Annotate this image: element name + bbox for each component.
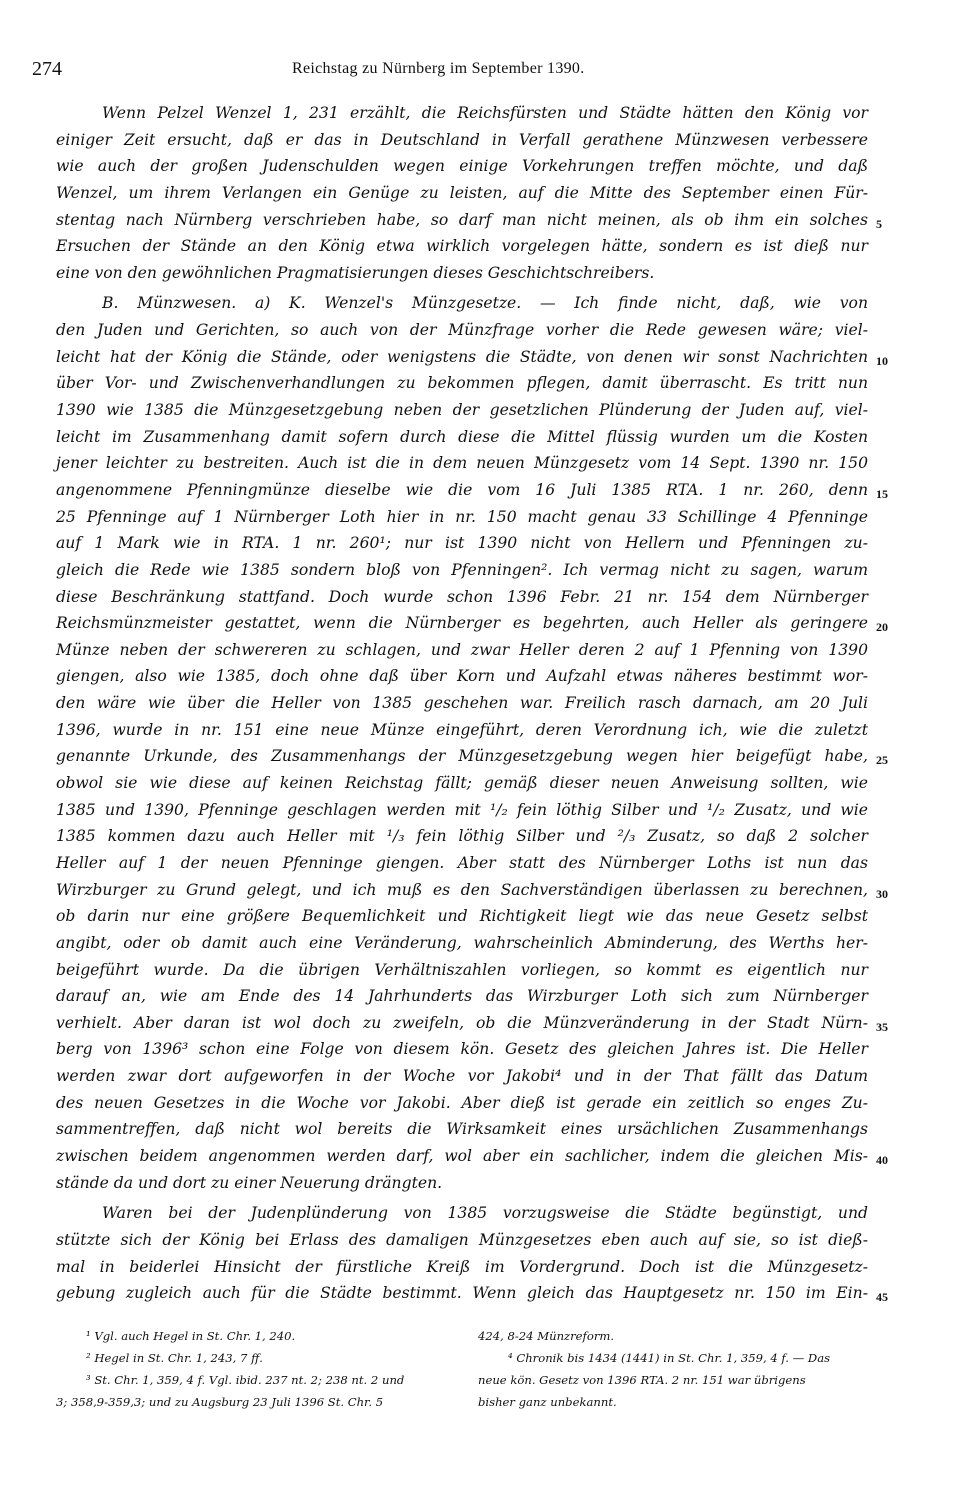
text-line-content: Wenzel, um ihrem Verlangen ein Genüge zu leisten, auf die Mitte des September einen Für- bbox=[56, 183, 868, 202]
text-line-content: zwischen beidem angenommen werden darf, wol aber ein sachlicher, indem die gleichen Mis- bbox=[56, 1146, 868, 1165]
text-line bbox=[56, 180, 868, 207]
text-line bbox=[56, 930, 868, 957]
text-line-content: leicht im Zusammenhang damit sofern durch diese die Mittel flüssig wurden um die Kosten bbox=[56, 427, 868, 446]
text-line-content: stützte sich der König bei Erlass des damaligen Münzgesetzes eben auch auf sie, so ist dieß- bbox=[56, 1230, 868, 1249]
text-line bbox=[56, 877, 888, 904]
text-line bbox=[56, 1036, 868, 1063]
text-line-content: stände da und dort zu einer Neuerung drängten. bbox=[56, 1173, 443, 1192]
text-line-content: leicht hat der König die Stände, oder wenigstens die Städte, von denen wir sonst Nachrichten bbox=[56, 347, 868, 366]
text-line-content: darauf an, wie am Ende des 14 Jahrhunderts das Wirzburger Loth sich zum Nürnberger bbox=[56, 987, 868, 1006]
text-line-content: 1385 kommen dazu auch Heller mit ¹/₃ fein löthig Silber und ²/₃ Zusatz, so daß 2 solcher bbox=[56, 827, 868, 846]
text-line bbox=[56, 1143, 888, 1170]
text-line-content: Wenn Pelzel Wenzel 1, 231 erzählt, die Reichsfürsten und Städte hätten den König vor bbox=[102, 104, 868, 122]
text-line-content: diese Beschränkung stattfand. Doch wurde schon 1396 Febr. 21 nr. 154 dem Nürnberger bbox=[56, 587, 868, 606]
text-line-content: Ersuchen der Stände an den König etwa wirklich vorgelegen hätte, sondern es ist dieß nur bbox=[56, 237, 868, 256]
text-line-content: Reichsmünzmeister gestattet, wenn die Nürnberger es begehrten, auch Heller als geringere bbox=[56, 614, 868, 633]
text-line-content: ob darin nur eine größere Bequemlichkeit und Richtigkeit liegt wie das neue Gesetz selbst bbox=[56, 907, 868, 926]
text-line-content: auf 1 Mark wie in RTA. 1 nr. 260¹; nur ist 1390 nicht von Hellern und Pfenningen zu- bbox=[56, 534, 868, 553]
text-line-content: gleich die Rede wie 1385 sondern bloß von Pfenningen². Ich vermag nicht zu sagen, warum bbox=[56, 560, 868, 579]
text-line-content: 1385 und 1390, Pfenninge geschlagen werden mit ¹/₂ fein löthig Silber und ¹/₂ Zusatz, und wie bbox=[56, 800, 868, 819]
text-line bbox=[56, 584, 868, 611]
line-number-marker: 45 bbox=[876, 1290, 888, 1305]
line-number-marker: 40 bbox=[876, 1152, 888, 1167]
text-line bbox=[56, 370, 868, 397]
text-line bbox=[56, 1254, 868, 1281]
text-line bbox=[56, 424, 868, 451]
text-line bbox=[56, 344, 888, 371]
text-line bbox=[56, 317, 868, 344]
line-number-marker: 10 bbox=[876, 353, 888, 368]
text-line bbox=[56, 690, 868, 717]
text-line-content: einiger Zeit ersucht, daß er das in Deutschland in Verfall gerathene Münzwesen verbessere bbox=[56, 130, 868, 149]
text-line bbox=[56, 797, 868, 824]
text-line-content: stentag nach Nürnberg verschrieben habe, so darf man nicht meinen, als ob ihm ein solches bbox=[56, 210, 868, 229]
text-line bbox=[56, 983, 868, 1010]
text-line-content: Wirzburger zu Grund gelegt, und ich muß es den Sachverständigen überlassen zu berechnen, bbox=[56, 880, 868, 899]
text-line-content: B. Münzwesen. a) K. Wenzel's Münzgesetze. — Ich finde nicht, daß, wie von bbox=[102, 294, 868, 313]
text-line-content: obwol sie wie diese auf keinen Reichstag fällt; gemäß dieser neuen Anweisung sollten, wie bbox=[56, 774, 868, 793]
footnote-line: 3; 358,9-359,3; und zu Augsburg 23 Juli 1396 St. Chr. 5 bbox=[56, 1395, 384, 1409]
text-line bbox=[56, 397, 868, 424]
footnote-line: ⁴ Chronik bis 1434 (1441) in St. Chr. 1, 359, 4 f. — Das bbox=[508, 1351, 831, 1365]
line-number-marker: 5 bbox=[876, 216, 882, 231]
text-line bbox=[56, 717, 868, 744]
text-line-content: Heller auf 1 der neuen Pfenninge giengen. Aber statt des Nürnberger Loths ist nun das bbox=[56, 853, 868, 872]
text-line bbox=[56, 207, 882, 234]
text-line bbox=[56, 477, 888, 504]
text-line bbox=[56, 1227, 868, 1254]
text-line bbox=[56, 504, 868, 531]
text-line bbox=[56, 290, 868, 317]
text-line bbox=[56, 663, 868, 690]
text-line-content: Waren bei der Judenplünderung von 1385 vorzugsweise die Städte begünstigt, und bbox=[102, 1204, 868, 1223]
footnotes-left-column bbox=[56, 1325, 456, 1413]
text-line bbox=[56, 260, 868, 287]
text-line-content: jener leichter zu bestreiten. Auch ist die in dem neuen Münzgesetz vom 14 Sept. 1390 nr. 150 bbox=[56, 454, 868, 473]
text-line bbox=[56, 823, 868, 850]
line-number-marker: 15 bbox=[876, 486, 888, 501]
text-line bbox=[56, 557, 868, 584]
text-line bbox=[56, 127, 868, 154]
text-line bbox=[56, 1010, 888, 1037]
text-line bbox=[56, 1170, 868, 1197]
line-number-marker: 35 bbox=[876, 1019, 888, 1034]
text-line-content: mal in beiderlei Hinsicht der fürstliche Kreiß im Vordergrund. Doch ist die Münzgesetz- bbox=[56, 1257, 868, 1276]
text-line-content: 1396, wurde in nr. 151 eine neue Münze eingeführt, deren Verordnung ich, wie die zuletzt bbox=[56, 720, 868, 739]
text-line-content: 1390 wie 1385 die Münzgesetzgebung neben der gesetzlichen Plünderung der Juden auf, viel- bbox=[56, 401, 868, 420]
text-line bbox=[56, 610, 888, 637]
text-line-content: sammentreffen, daß nicht wol bereits die Wirksamkeit eines ursächlichen Zusammenhangs bbox=[56, 1120, 868, 1139]
text-line-content: beigeführt wurde. Da die übrigen Verhältniszahlen vorliegen, so kommt es eigentlich nur bbox=[56, 960, 868, 979]
text-line-content: genannte Urkunde, des Zusammenhangs der Münzgesetzgebung wegen hier beigefügt habe, bbox=[56, 747, 868, 766]
running-head: Reichstag zu Nürnberg im September 1390. bbox=[292, 60, 585, 77]
text-line-content: den Juden und Gerichten, so auch von der Münzfrage vorher die Rede gewesen wäre; viel- bbox=[56, 321, 868, 340]
text-line-content: verhielt. Aber daran ist wol doch zu zweifeln, ob die Münzveränderung in der Stadt Nürn- bbox=[56, 1013, 868, 1032]
text-line bbox=[56, 1116, 868, 1143]
text-line bbox=[56, 1280, 888, 1307]
text-line bbox=[56, 1200, 868, 1227]
footnotes-right-column bbox=[478, 1325, 878, 1413]
text-line bbox=[56, 153, 868, 180]
footnote-line: ¹ Vgl. auch Hegel in St. Chr. 1, 240. bbox=[86, 1329, 296, 1343]
text-line-content: angibt, oder ob damit auch eine Veränderung, wahrscheinlich Abminderung, des Werths her- bbox=[56, 933, 868, 952]
page-header bbox=[32, 58, 868, 88]
text-line bbox=[56, 1090, 868, 1117]
page-number: 274 bbox=[32, 58, 62, 80]
text-line bbox=[56, 1063, 868, 1090]
text-line bbox=[56, 233, 868, 260]
text-line bbox=[56, 903, 868, 930]
text-line-content: 25 Pfenninge auf 1 Nürnberger Loth hier in nr. 150 macht genau 33 Schillinge 4 Pfenninge bbox=[56, 507, 868, 526]
text-line bbox=[56, 450, 868, 477]
text-line-content: des neuen Gesetzes in die Woche vor Jakobi. Aber dieß ist gerade ein zeitlich so enges Zu- bbox=[56, 1093, 868, 1112]
footnote-line: ³ St. Chr. 1, 359, 4 f. Vgl. ibid. 237 nt. 2; 238 nt. 2 und bbox=[86, 1373, 405, 1387]
line-number-marker: 20 bbox=[876, 620, 888, 635]
footnote-line: bisher ganz unbekannt. bbox=[478, 1395, 617, 1409]
line-number-marker: 25 bbox=[876, 753, 888, 768]
text-line-content: Münze neben der schwereren zu schlagen, und zwar Heller deren 2 auf 1 Pfenning von 1390 bbox=[56, 640, 868, 659]
footnote-line: neue kön. Gesetz von 1396 RTA. 2 nr. 151 war übrigens bbox=[478, 1373, 806, 1387]
text-line bbox=[56, 530, 868, 557]
text-line bbox=[56, 743, 888, 770]
footnote-line: 424, 8-24 Münzreform. bbox=[478, 1329, 615, 1343]
text-line-content: werden zwar dort aufgeworfen in der Woche vor Jakobi⁴ und in der That fällt das Datum bbox=[56, 1067, 868, 1086]
text-line-content: eine von den gewöhnlichen Pragmatisierungen dieses Geschichtschreibers. bbox=[56, 263, 655, 282]
text-line bbox=[56, 637, 868, 664]
text-line-content: über Vor- und Zwischenverhandlungen zu bekommen pflegen, damit überrascht. Es tritt nun bbox=[56, 374, 868, 393]
text-line-content: giengen, also wie 1385, doch ohne daß über Korn und Aufzahl etwas näheres bestimmt wor- bbox=[56, 667, 868, 686]
line-number-marker: 30 bbox=[876, 886, 888, 901]
text-line bbox=[56, 850, 868, 877]
text-line-content: gebung zugleich auch für die Städte bestimmt. Wenn gleich das Hauptgesetz nr. 150 im Ein- bbox=[56, 1284, 868, 1303]
text-line bbox=[56, 957, 868, 984]
text-line bbox=[56, 100, 868, 127]
text-line-content: angenommene Pfenningmünze dieselbe wie die vom 16 Juli 1385 RTA. 1 nr. 260, denn bbox=[56, 480, 868, 499]
body-text bbox=[56, 100, 888, 1307]
footnote-line: ² Hegel in St. Chr. 1, 243, 7 ff. bbox=[86, 1351, 263, 1365]
text-line-content: den wäre wie über die Heller von 1385 geschehen war. Freilich rasch darnach, am 20 Juli bbox=[56, 694, 868, 713]
text-line bbox=[56, 770, 868, 797]
text-line-content: wie auch der großen Judenschulden wegen einige Vorkehrungen treffen möchte, und daß bbox=[56, 157, 868, 176]
text-line-content: berg von 1396³ schon eine Folge von diesem kön. Gesetz des gleichen Jahres ist. Die Heller bbox=[56, 1040, 868, 1059]
